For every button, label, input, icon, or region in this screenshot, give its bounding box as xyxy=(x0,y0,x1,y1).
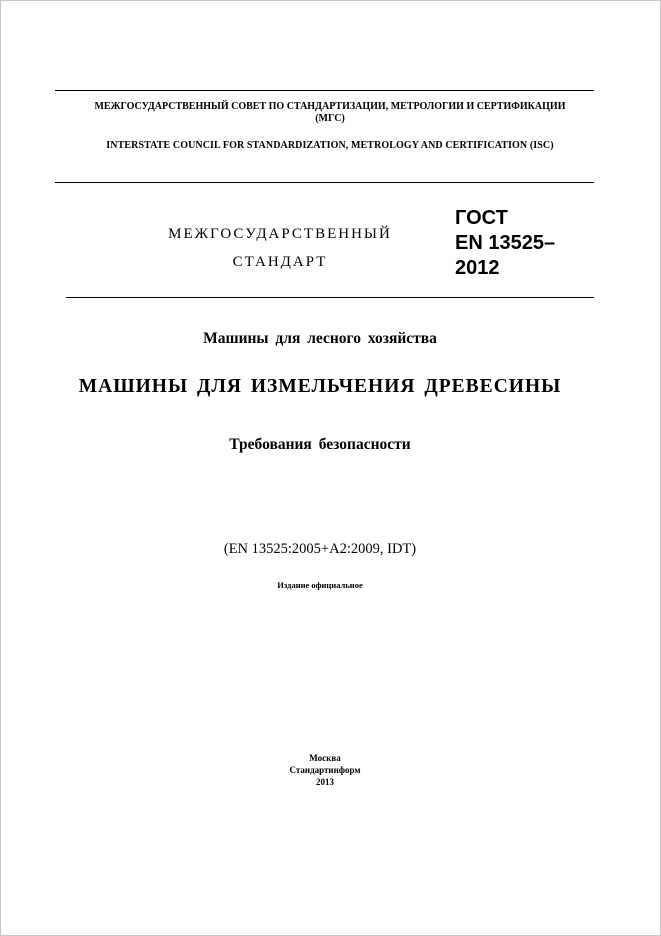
imprint-publisher: Стандартинформ xyxy=(289,765,361,775)
top-rule xyxy=(55,90,594,91)
designation-line2: EN 13525– xyxy=(455,232,556,254)
imprint xyxy=(225,752,425,788)
imprint-year: 2013 xyxy=(316,777,334,787)
designation-line1: ГОСТ xyxy=(455,207,508,229)
standard-reference: (EN 13525:2005+A2:2009, IDT) xyxy=(223,541,417,557)
subtitle: Требования безопасности xyxy=(229,436,411,453)
council-abbreviation-ru: (МГС) xyxy=(315,113,345,124)
edition-note: Издание официальное xyxy=(277,580,363,590)
series-title: Машины для лесного хозяйства xyxy=(203,330,437,347)
header-bottom-rule xyxy=(55,182,594,183)
standard-designation xyxy=(455,206,595,281)
standard-type-line1: МЕЖГОСУДАРСТВЕННЫЙ xyxy=(168,226,392,242)
main-title: МАШИНЫ ДЛЯ ИЗМЕЛЬЧЕНИЯ ДРЕВЕСИНЫ xyxy=(78,376,562,397)
designation-line3: 2012 xyxy=(455,257,500,279)
standard-type-line2: СТАНДАРТ xyxy=(232,254,328,270)
designation-rule xyxy=(66,297,594,298)
imprint-city: Москва xyxy=(309,753,341,763)
council-name-ru xyxy=(40,101,620,125)
council-name-ru-line1: МЕЖГОСУДАРСТВЕННЫЙ СОВЕТ ПО СТАНДАРТИЗАЦИИ, МЕТРОЛОГИИ И СЕРТИФИКАЦИИ xyxy=(94,101,566,112)
council-name-en: INTERSTATE COUNCIL FOR STANDARDIZATION, METROLOGY AND CERTIFICATION (ISC) xyxy=(106,140,554,151)
